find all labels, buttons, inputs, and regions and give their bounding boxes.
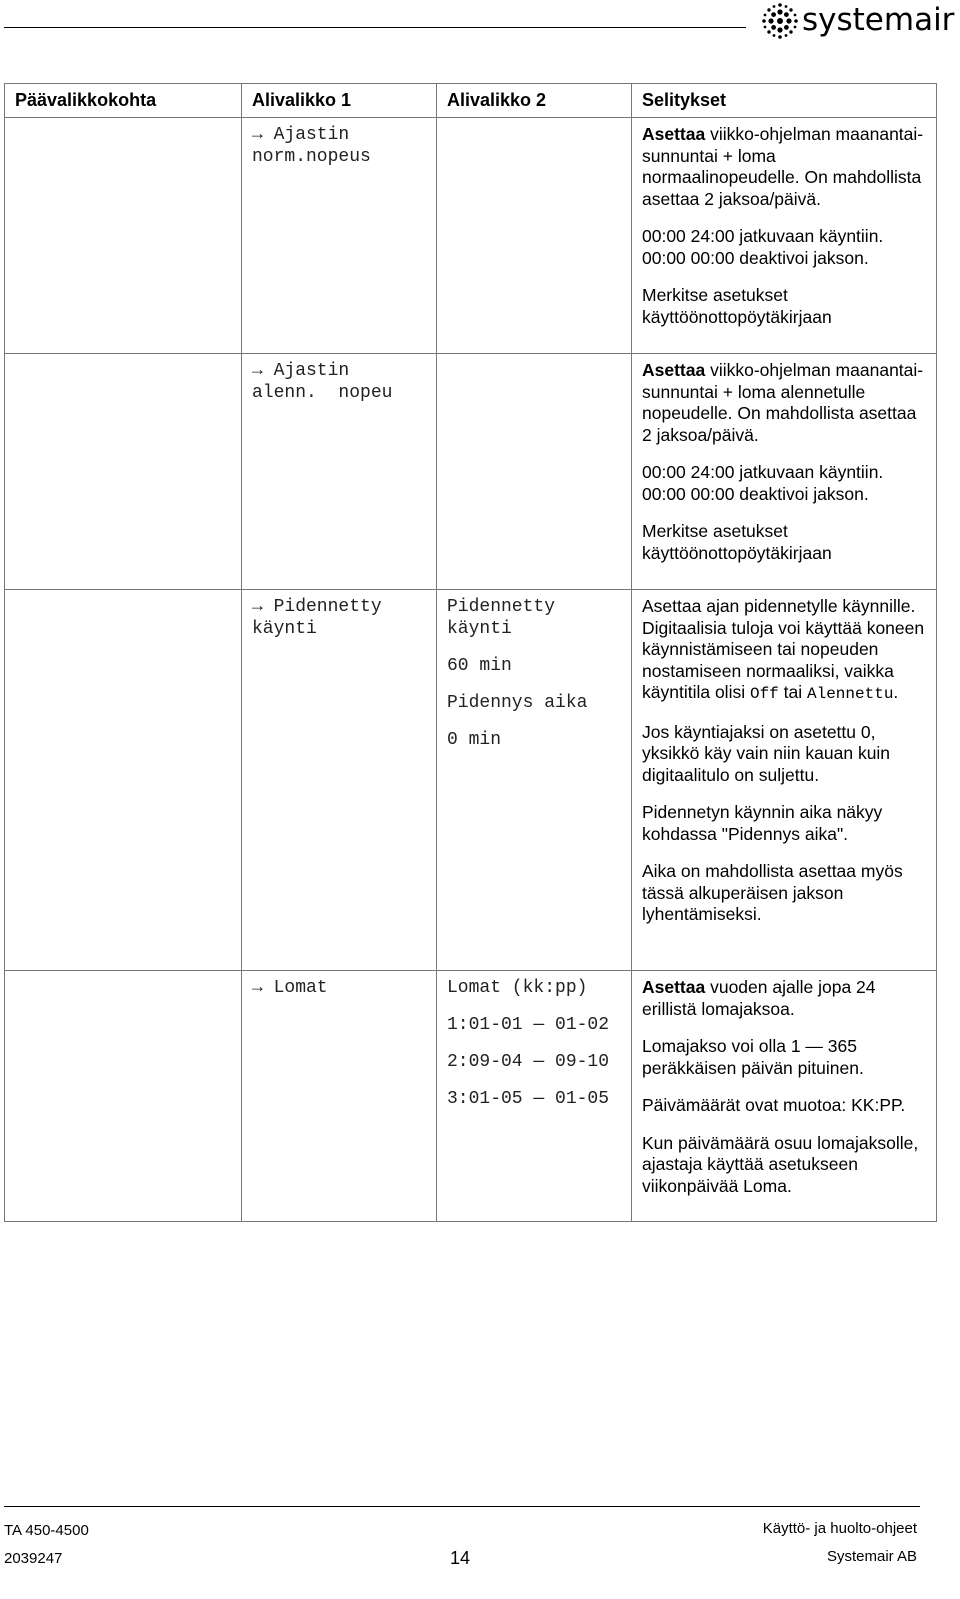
table-row — [5, 118, 937, 354]
description-paragraph: Kun päivämäärä osuu lomajaksolle, ajastaja käyttää asetukseen viikonpäivää Loma. — [642, 1132, 919, 1196]
column-header: Päävalikkokohta — [5, 84, 242, 118]
main-menu-cell — [5, 118, 242, 354]
description-paragraph: Lomajakso voi olla 1 — 365 peräkkäisen päivän pituinen. — [642, 1036, 864, 1078]
footer-company: Systemair AB — [826, 1548, 917, 1565]
main-menu-cell — [5, 590, 242, 971]
table-row — [5, 971, 937, 1222]
submenu1-cell — [242, 971, 437, 1222]
description-paragraph: Päivämäärät ovat muotoa: KK:PP. — [642, 1095, 906, 1115]
footer-rule — [4, 1506, 920, 1507]
description-paragraph: Merkitse asetukset käyttöönottopöytäkirjaan — [642, 285, 832, 327]
submenu2-line: 0 min — [447, 730, 502, 750]
submenu1-line: käynti — [252, 619, 317, 639]
column-header: Alivalikko 2 — [437, 84, 632, 118]
submenu1-line: → Ajastin — [252, 125, 350, 145]
submenu2-cell — [437, 118, 632, 354]
submenu1-cell — [242, 118, 437, 354]
description-cell — [632, 118, 937, 354]
description-paragraph: Asettaa viikko-ohjelman maanantai-sunnuntai + loma normaalinopeudelle. On mahdollista asettaa 2 jaksoa/päivä. — [642, 124, 924, 209]
table-header-row — [5, 84, 937, 118]
description-cell — [632, 354, 937, 590]
main-menu-cell — [5, 354, 242, 590]
submenu1-cell — [242, 354, 437, 590]
submenu1-line: norm.nopeus — [252, 147, 371, 167]
submenu1-line: → Pidennetty — [252, 597, 382, 617]
description-paragraph: Pidennetyn käynnin aika näkyy kohdassa "Pidennys aika". — [642, 802, 883, 844]
brand-name: systemair — [802, 2, 955, 38]
submenu1-line: → Ajastin — [252, 361, 350, 381]
submenu1-line: alenn. nopeu — [252, 383, 393, 403]
submenu2-line: 3:01-05 — 01-05 — [447, 1089, 610, 1109]
submenu2-line: Lomat (kk:pp) — [447, 978, 588, 998]
submenu2-line: Pidennetty käynti — [447, 597, 556, 639]
description-cell — [632, 590, 937, 971]
submenu2-line: 2:09-04 — 09-10 — [447, 1052, 610, 1072]
submenu1-line: → Lomat — [252, 978, 328, 998]
footer-section: Käyttö- ja huolto-ohjeet — [762, 1520, 917, 1537]
header-rule — [4, 27, 746, 28]
submenu2-line: 1:01-01 — 01-02 — [447, 1015, 610, 1035]
submenu2-cell — [437, 971, 632, 1222]
settings-table — [4, 83, 937, 1222]
description-paragraph: Asettaa vuoden ajalle jopa 24 erillistä lomajaksoa. — [642, 977, 876, 1019]
column-header: Selitykset — [632, 84, 937, 118]
description-paragraph: 00:00 24:00 jatkuvaan käyntiin. 00:00 00:00 deaktivoi jakson. — [642, 462, 884, 504]
main-menu-cell — [5, 971, 242, 1222]
description-cell — [632, 971, 937, 1222]
column-header: Alivalikko 1 — [242, 84, 437, 118]
page-number: 14 — [450, 1548, 471, 1568]
table-row — [5, 590, 937, 971]
description-paragraph: Asettaa ajan pidennetylle käynnille. Digitaalisia tuloja voi käyttää koneen käynnistämiseen tai nopeuden nostamiseen normaaliksi, vaikka käyntitila olisi Off tai Alennettu. — [642, 596, 925, 703]
table-row — [5, 354, 937, 590]
description-paragraph: Jos käyntiajaksi on asetettu 0, yksikkö käy vain niin kauan kuin digitaalitulo on suljettu. — [642, 721, 891, 785]
description-paragraph: 00:00 24:00 jatkuvaan käyntiin. 00:00 00:00 deaktivoi jakson. — [642, 226, 884, 268]
submenu2-cell — [437, 590, 632, 971]
description-paragraph: Aika on mahdollista asettaa myös tässä alkuperäisen jakson lyhentämiseksi. — [642, 861, 903, 924]
submenu2-cell — [437, 354, 632, 590]
description-paragraph: Asettaa viikko-ohjelman maanantai-sunnuntai + loma alennetulle nopeudelle. On mahdollista asettaa 2 jaksoa/päivä. — [642, 360, 924, 445]
logo-dots-icon — [760, 2, 800, 40]
submenu2-line: 60 min — [447, 656, 512, 676]
systemair-logo — [760, 0, 955, 40]
submenu1-cell — [242, 590, 437, 971]
description-paragraph: Merkitse asetukset käyttöönottopöytäkirjaan — [642, 521, 832, 563]
footer-doc-id: TA 450-4500 — [4, 1522, 89, 1539]
footer-code: 2039247 — [4, 1550, 63, 1567]
submenu2-line: Pidennys aika — [447, 693, 588, 713]
